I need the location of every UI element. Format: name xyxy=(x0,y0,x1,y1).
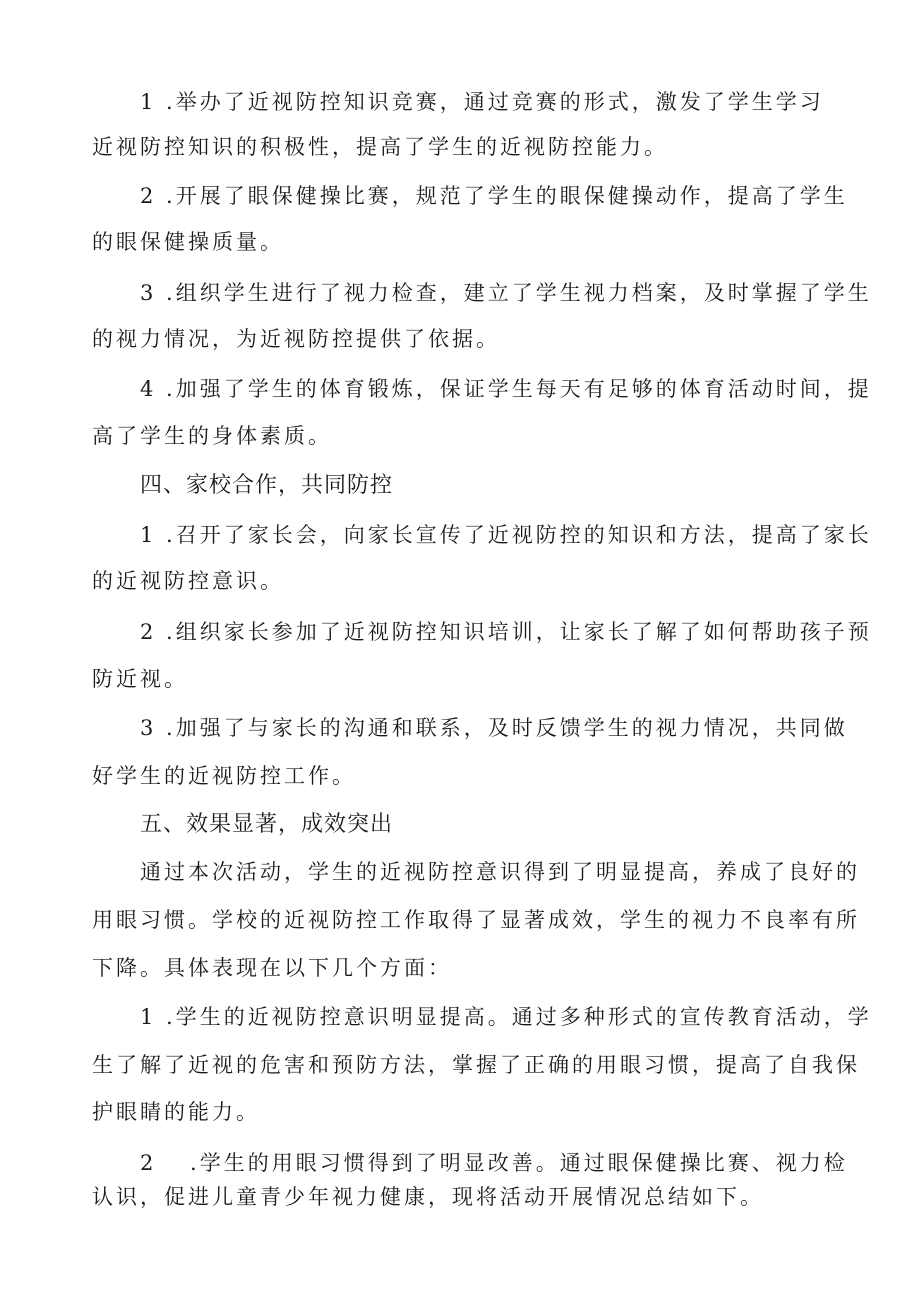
paragraph-line: 3 .加强了与家长的沟通和联系，及时反馈学生的视力情况，共同做 xyxy=(140,716,848,740)
paragraph-line: 好学生的近视防控工作。 xyxy=(92,764,356,788)
section-heading: 五、效果显著，成效突出 xyxy=(140,812,394,837)
paragraph-line: 用眼习惯。学校的近视防控工作取得了显著成效，学生的视力不良率有所 xyxy=(92,908,860,932)
paragraph-line: 生了解了近视的危害和预防方法，掌握了正确的用眼习惯，提高了自我保 xyxy=(92,1053,860,1077)
paragraph-line: 下降。具体表现在以下几个方面： xyxy=(92,956,452,980)
paragraph-line: 4 .加强了学生的体育锻炼，保证学生每天有足够的体育活动时间，提 xyxy=(140,377,872,401)
paragraph-line: 的近视防控意识。 xyxy=(92,569,284,593)
paragraph-line: 2 .开展了眼保健操比赛，规范了学生的眼保健操动作，提高了学生 xyxy=(140,184,848,208)
paragraph-line: 认识，促进儿童青少年视力健康，现将活动开展情况总结如下。 xyxy=(92,1185,764,1209)
paragraph-line: 的眼保健操质量。 xyxy=(92,230,284,254)
paragraph-line: 1 .召开了家长会，向家长宣传了近视防控的知识和方法，提高了家长 xyxy=(140,523,872,547)
paragraph-line: 的视力情况，为近视防控提供了依据。 xyxy=(92,327,500,351)
paragraph-line: 护眼睛的能力。 xyxy=(92,1100,260,1124)
paragraph-line: 防近视。 xyxy=(92,667,188,691)
paragraph-line: 通过本次活动，学生的近视防控意识得到了明显提高，养成了良好的 xyxy=(140,860,860,884)
paragraph-line: 高了学生的身体素质。 xyxy=(92,424,332,448)
section-heading: 四、家校合作，共同防控 xyxy=(140,473,394,498)
paragraph-line: 2 .组织家长参加了近视防控知识培训，让家长了解了如何帮助孩子预 xyxy=(140,620,872,644)
paragraph-line: 近视防控知识的积极性，提高了学生的近视防控能力。 xyxy=(92,135,668,159)
paragraph-line: 3 .组织学生进行了视力检查，建立了学生视力档案，及时掌握了学生 xyxy=(140,281,872,305)
paragraph-line: 1 .举办了近视防控知识竞赛，通过竞赛的形式，激发了学生学习 xyxy=(140,90,824,114)
paragraph-line: 1 .学生的近视防控意识明显提高。通过多种形式的宣传教育活动，学 xyxy=(140,1005,872,1029)
paragraph-line: 2 .学生的用眼习惯得到了明显改善。通过眼保健操比赛、视力检 xyxy=(140,1151,848,1175)
